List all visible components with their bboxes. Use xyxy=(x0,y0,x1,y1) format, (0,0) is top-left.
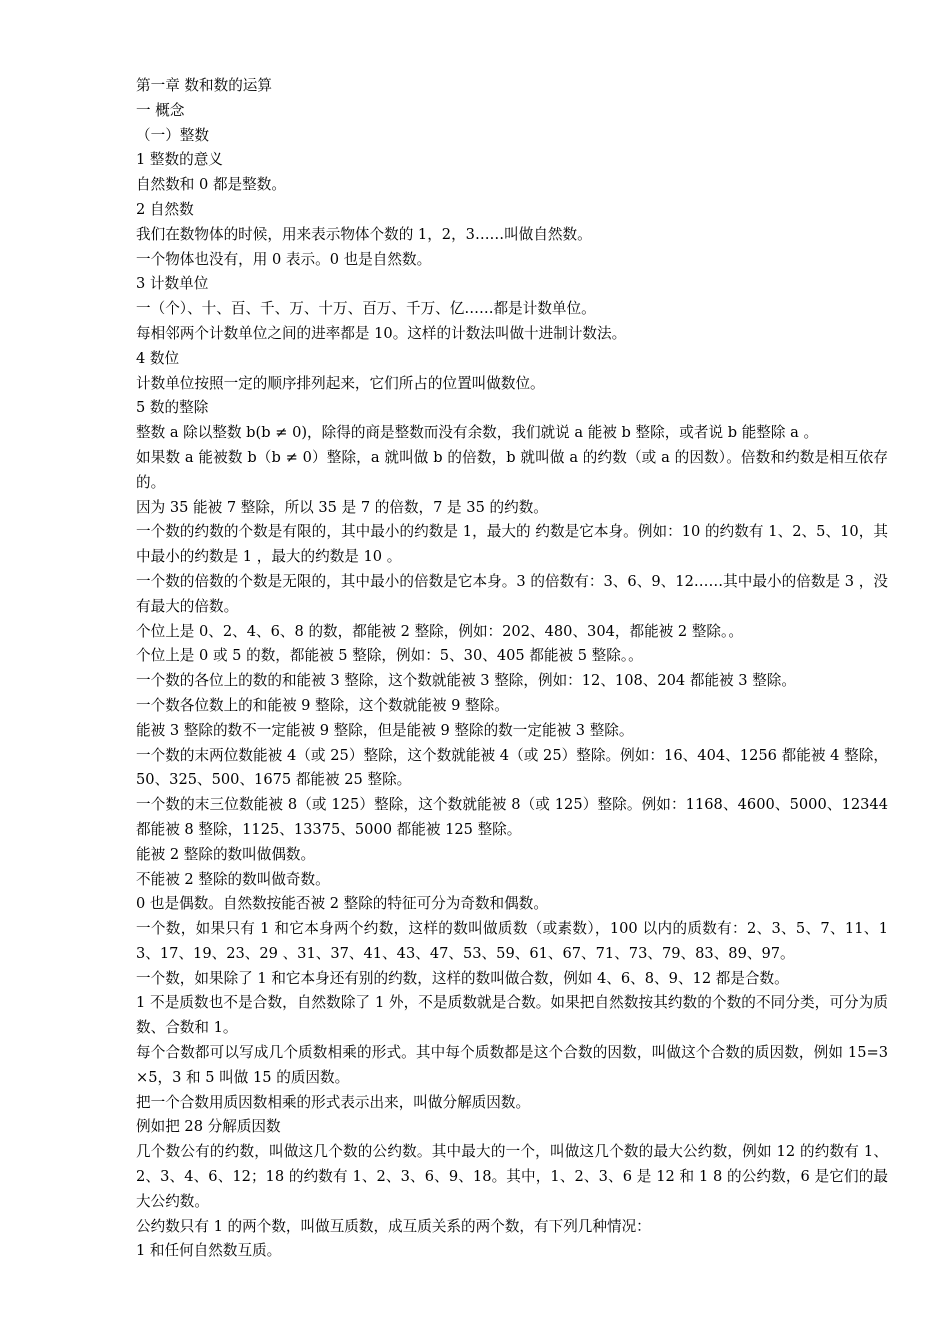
topic-heading: 2 自然数 xyxy=(136,200,194,218)
paragraph: 一个数的各位上的数的和能被 3 整除，这个数就能被 3 整除，例如：12、108、204 都能被 3 整除。 xyxy=(136,672,796,690)
topic-heading: 3 计数单位 xyxy=(136,275,209,293)
paragraph: 自然数和 0 都是整数。 xyxy=(136,176,286,194)
paragraph: 公约数只有 1 的两个数，叫做互质数，成互质关系的两个数，有下列几种情况： xyxy=(136,1217,651,1235)
paragraph: 一个数的末两位数能被 4（或 25）整除，这个数就能被 4（或 25）整除。例如：16、404、1256 都能被 4 整除，50、325、500、1675 都能被 25 整除。 xyxy=(136,746,888,789)
paragraph: 1 不是质数也不是合数，自然数除了 1 外，不是质数就是合数。如果把自然数按其约数的个数的不同分类，可分为质数、合数和 1。 xyxy=(136,994,888,1037)
paragraph: 个位上是 0、2、4、6、8 的数，都能被 2 整除，例如：202、480、304，都能被 2 整除。。 xyxy=(136,622,743,640)
paragraph: 我们在数物体的时候，用来表示物体个数的 1，2，3……叫做自然数。 xyxy=(136,225,592,243)
paragraph: 个位上是 0 或 5 的数，都能被 5 整除，例如：5、30、405 都能被 5 整除。。 xyxy=(136,647,643,665)
paragraph: 能被 2 整除的数叫做偶数。 xyxy=(136,845,316,863)
paragraph: 每相邻两个计数单位之间的进率都是 10。这样的计数法叫做十进制计数法。 xyxy=(136,324,627,342)
paragraph: 每个合数都可以写成几个质数相乘的形式。其中每个质数都是这个合数的因数，叫做这个合数的质因数，例如 15=3×5，3 和 5 叫做 15 的质因数。 xyxy=(136,1044,888,1086)
paragraph: 如果数 a 能被数 b（b ≠ 0）整除，a 就叫做 b 的倍数，b 就叫做 a 的约数（或 a 的因数）。倍数和约数是相互依存的。 xyxy=(136,448,888,491)
paragraph: 一个数，如果除了 1 和它本身还有别的约数，这样的数叫做合数，例如 4、6、8、9、12 都是合数。 xyxy=(136,969,789,987)
document-body xyxy=(136,74,888,1264)
chapter-title: 第一章 数和数的运算 xyxy=(136,77,272,94)
paragraph: 计数单位按照一定的顺序排列起来，它们所占的位置叫做数位。 xyxy=(136,374,545,392)
paragraph: 1 和任何自然数互质。 xyxy=(136,1242,282,1260)
paragraph: 把一个合数用质因数相乘的形式表示出来，叫做分解质因数。 xyxy=(136,1093,531,1111)
paragraph: 几个数公有的约数，叫做这几个数的公约数。其中最大的一个，叫做这几个数的最大公约数，例如 12 的约数有 1、2、3、4、6、12；18 的约数有 1、2、3、6、9、18。其中，1、2、3、6 是 12 和 1 8 的公约数，6 是它们的最大公约数。 xyxy=(136,1143,888,1210)
paragraph: 一个数的约数的个数是有限的，其中最小的约数是 1，最大的 约数是它本身。例如：10 的约数有 1、2、5、10，其中最小的约数是 1 ，最大的约数是 10 。 xyxy=(136,523,888,566)
paragraph: 一个数，如果只有 1 和它本身两个约数，这样的数叫做质数（或素数），100 以内的质数有：2、3、5、7、11、13、17、19、23、29 、31、37、41、43、47、53、59、61、67、71、73、79、83、89、97。 xyxy=(136,920,888,962)
paragraph: 能被 3 整除的数不一定能被 9 整除，但是能被 9 整除的数一定能被 3 整除。 xyxy=(136,721,634,739)
paragraph: 一个数各位数上的和能被 9 整除，这个数就能被 9 整除。 xyxy=(136,696,509,714)
paragraph: 整数 a 除以整数 b(b ≠ 0)，除得的商是整数而没有余数，我们就说 a 能被 b 整除，或者说 b 能整除 a 。 xyxy=(136,424,819,442)
paragraph: 一（个）、十、百、千、万、十万、百万、千万、亿……都是计数单位。 xyxy=(136,300,596,318)
topic-heading: 5 数的整除 xyxy=(136,399,209,417)
section-heading: 一 概念 xyxy=(136,101,185,119)
paragraph: 例如把 28 分解质因数 xyxy=(136,1118,281,1136)
paragraph: 一个数的末三位数能被 8（或 125）整除，这个数就能被 8（或 125）整除。例如：1168、4600、5000、12344 都能被 8 整除，1125、13375、5000 都能被 125 整除。 xyxy=(136,796,888,838)
topic-heading: 4 数位 xyxy=(136,349,180,367)
paragraph: 一个物体也没有，用 0 表示。0 也是自然数。 xyxy=(136,250,432,268)
paragraph: 因为 35 能被 7 整除，所以 35 是 7 的倍数，7 是 35 的约数。 xyxy=(136,498,548,516)
paragraph: 不能被 2 整除的数叫做奇数。 xyxy=(136,870,330,888)
paragraph: 一个数的倍数的个数是无限的，其中最小的倍数是它本身。3 的倍数有：3、6、9、12……其中最小的倍数是 3 ，没有最大的倍数。 xyxy=(136,572,888,615)
topic-heading: 1 整数的意义 xyxy=(136,151,223,169)
paragraph: 0 也是偶数。自然数按能否被 2 整除的特征可分为奇数和偶数。 xyxy=(136,895,548,913)
subsection-heading: （一）整数 xyxy=(136,126,209,144)
